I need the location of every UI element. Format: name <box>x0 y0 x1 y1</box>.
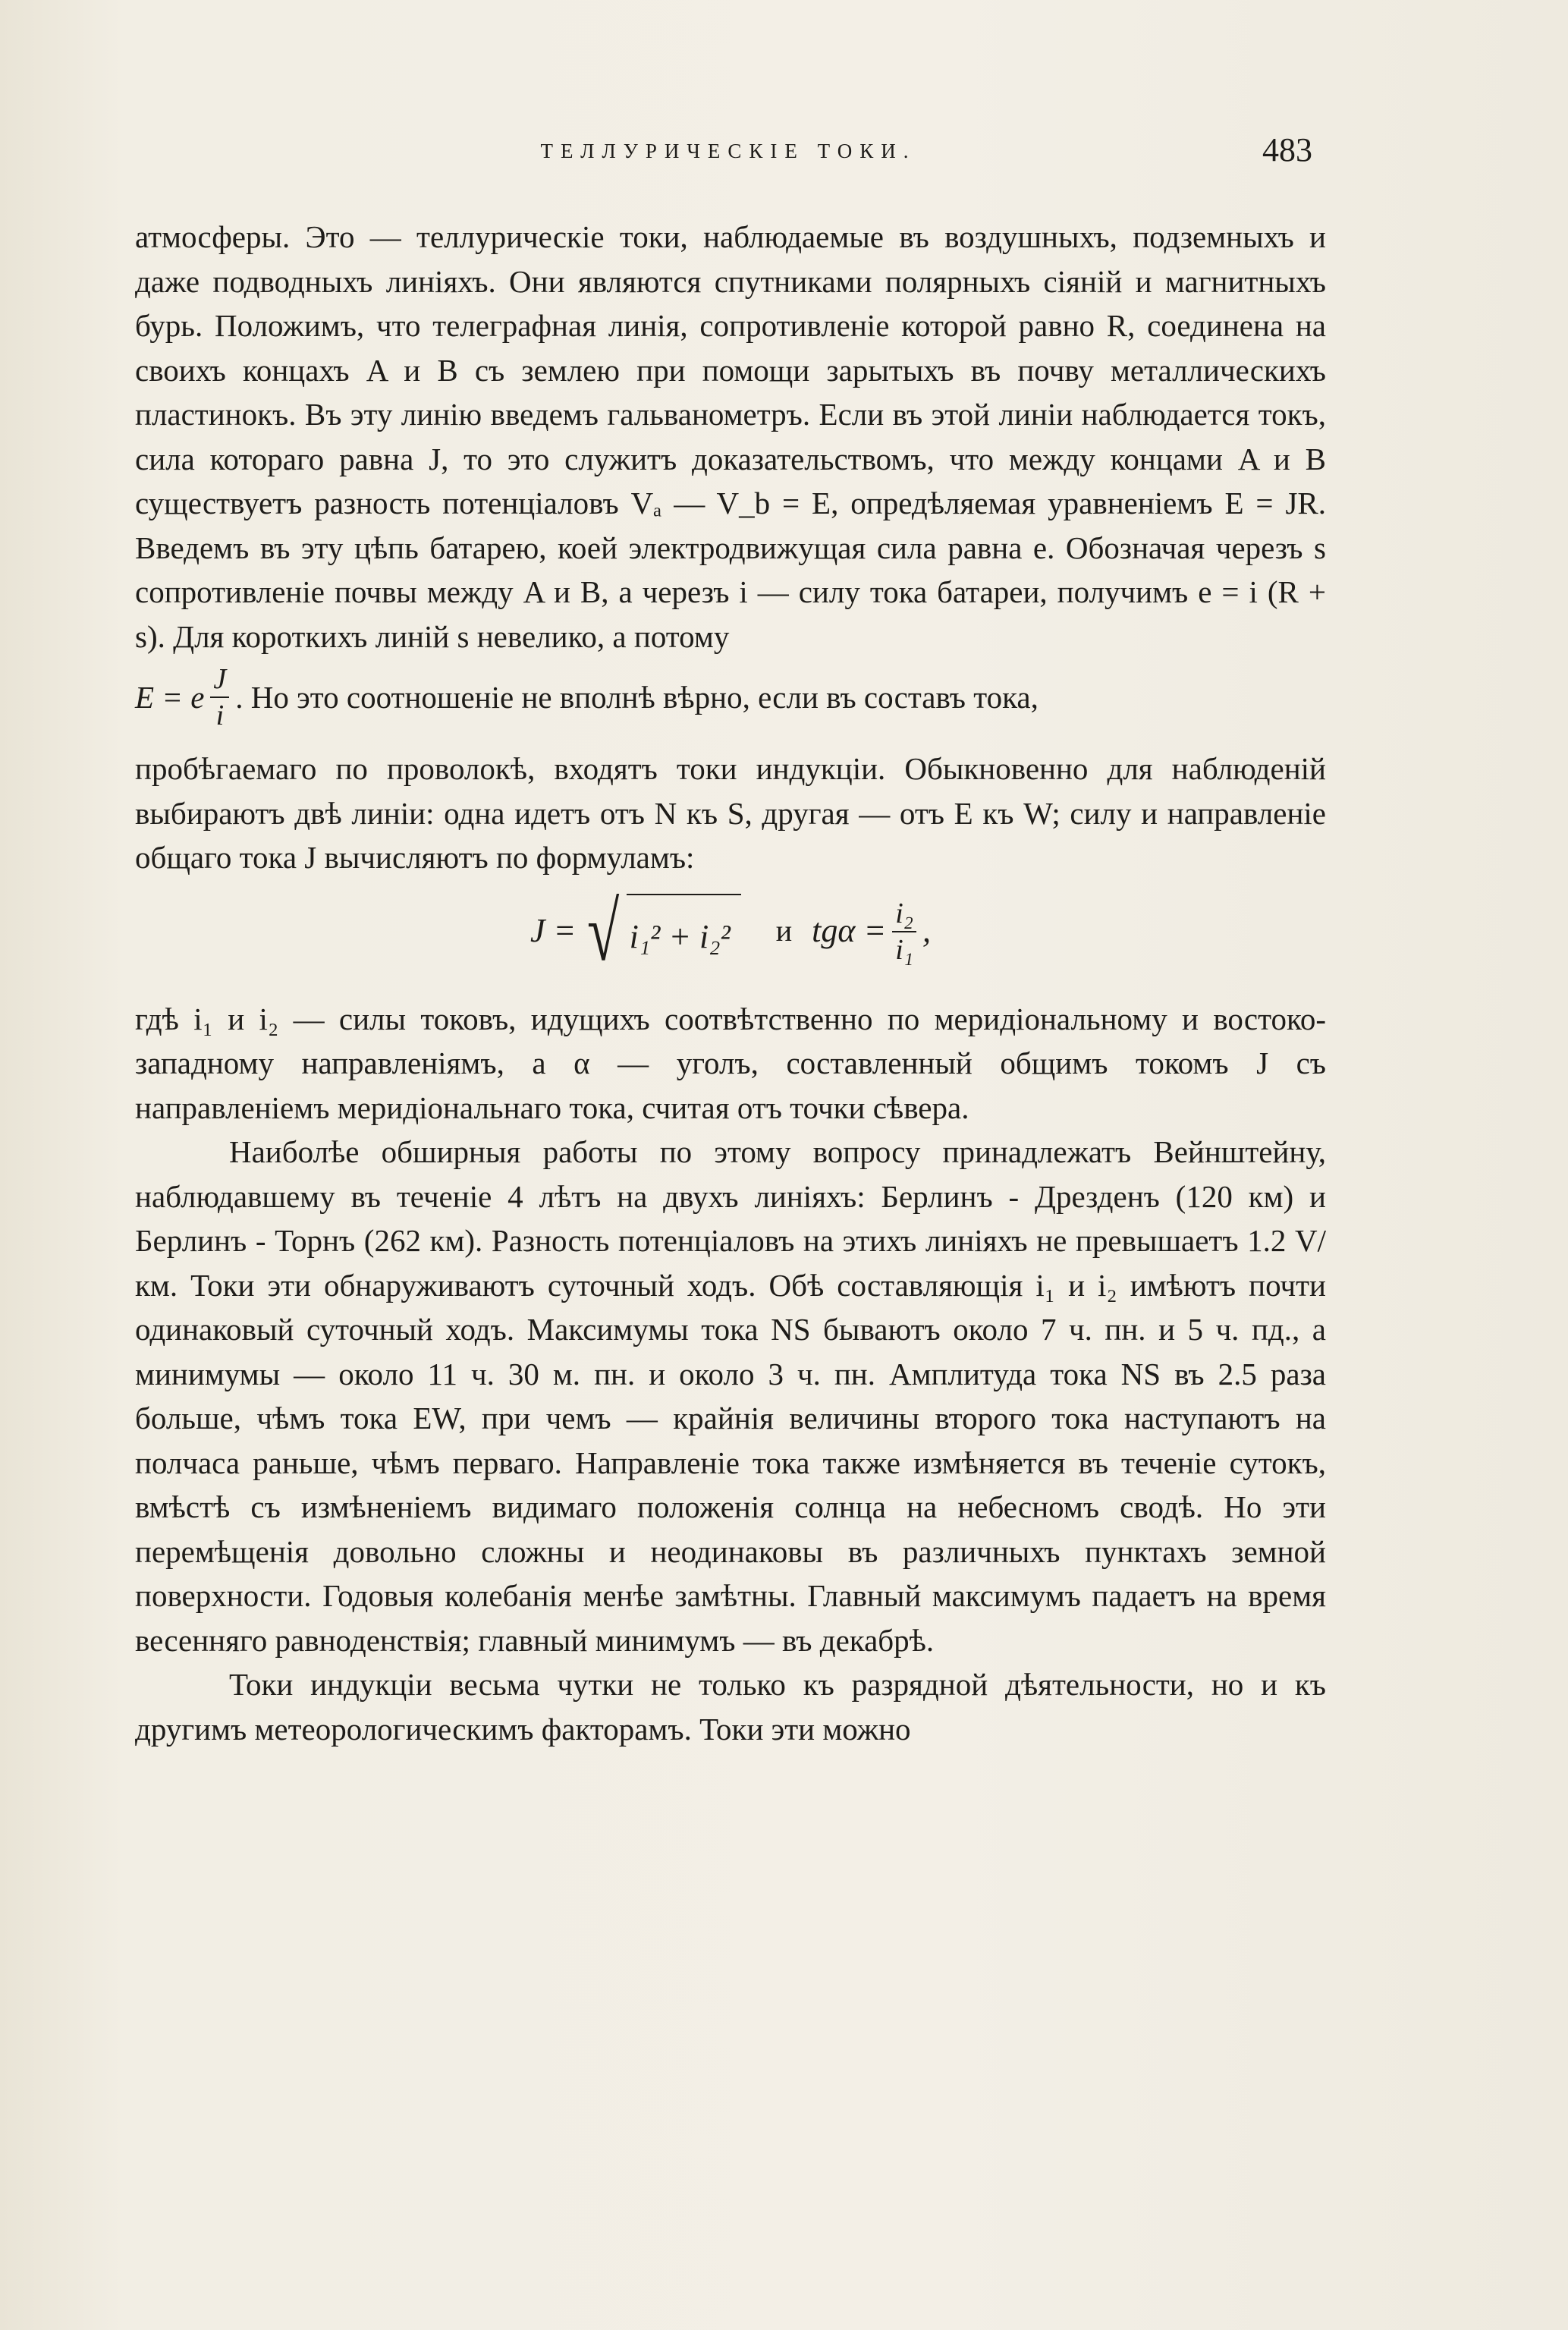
formula-lhs: J = <box>530 912 577 950</box>
running-title: ТЕЛЛУРИЧЕСКІЕ ТОКИ. <box>540 140 916 162</box>
formula-rhs: tgα = <box>812 912 887 950</box>
page-header <box>129 130 1328 176</box>
radicand: i₁² + i₂² <box>627 894 741 970</box>
paragraph-3: Наиболѣе обширныя работы по этому вопросу принадлежатъ Вейнштейну, наблюдавшему въ теченіе 4 лѣтъ на двухъ линіяхъ: Берлинъ - Дрезденъ (120 км) и Берлинъ - Торнъ (262 км). Разность потенціаловъ на этихъ линіяхъ не превышаетъ 1.2 V/км. Токи эти обнаруживаютъ суточный ходъ. Обѣ составляющія i₁ и i₂ имѣютъ почти одинаковый суточный ходъ. Максимумы тока NS бываютъ около 7 ч. пн. и 5 ч. пд., а минимумы — около 11 ч. 30 м. пн. и около 3 ч. пн. Амплитуда тока NS въ 2.5 раза больше, чѣмъ тока EW, при чемъ — крайнія величины второго тока наступаютъ на полчаса раньше, чѣмъ перваго. Направленіе тока также измѣняется въ теченіе сутокъ, вмѣстѣ съ измѣненіемъ видимаго положенія солнца на небесномъ сводѣ. Но эти перемѣщенія довольно сложны и неодинаковы въ различныхъ пунктахъ земной поверхности. Годовыя колебанія менѣе замѣтны. Главный максимумъ падаетъ на время весенняго равноденствія; главный минимумъ — въ декабрѣ. <box>135 1134 1326 1658</box>
paragraph-1-continued: пробѣгаемаго по проволокѣ, входятъ токи индукціи. Обыкновенно для наблюденій выбираютъ двѣ линіи: одна идетъ отъ N къ S, другая — отъ E къ W; силу и направленіе общаго тока J вычисляютъ по формуламъ: <box>135 751 1326 875</box>
inline-formula-lhs: E = e <box>135 679 205 715</box>
formula-fraction-numerator: i₂ <box>892 899 916 932</box>
fraction-numerator: J <box>210 665 229 698</box>
radical-sign-icon: √ <box>587 885 620 978</box>
square-root <box>580 885 741 978</box>
paragraph-1: атмосферы. Это — теллурическіе токи, наблюдаемые въ воздушныхъ, подземныхъ и даже подводныхъ линіяхъ. Они являются спутниками полярныхъ сіяній и магнитныхъ бурь. Положимъ, что телеграфная линія, сопротивленіе которой равно R, соединена на своихъ концахъ A и B съ землею при помощи зарытыхъ въ почву металлическихъ пластинокъ. Въ эту линію введемъ гальванометръ. Если въ этой линіи наблюдается токъ, сила котораго равна J, то это служитъ доказательствомъ, что между концами A и B существуетъ разность потенціаловъ Vₐ — V_b = E, опредѣляемая уравненіемъ E = JR. Введемъ въ эту цѣпь батарею, коей электродвижущая сила равна e. Обозначая черезъ s сопротивленіе почвы между A и B, а черезъ i — силу тока батареи, получимъ e = i (R + s). Для короткихъ линій s невелико, а потому <box>135 219 1326 654</box>
formula-fraction <box>892 899 916 964</box>
page-number: 483 <box>1262 131 1312 168</box>
formula-tail: , <box>922 912 931 950</box>
paragraph-4: Токи индукціи весьма чутки не только къ разрядной дѣятельности, но и къ другимъ метеорологическимъ факторамъ. Токи эти можно <box>135 1667 1326 1747</box>
formula-fraction-denominator: i₁ <box>895 933 913 966</box>
paragraph-2: гдѣ i₁ и i₂ — силы токовъ, идущихъ соотвѣтственно по меридіональному и востоко-западному направленіямъ, а α — уголъ, составленный общимъ токомъ J съ направленіемъ меридіональнаго тока, считая отъ точки сѣвера. <box>135 1001 1326 1125</box>
inline-formula-line <box>135 665 1326 730</box>
fraction-denominator: i <box>215 700 225 731</box>
inline-formula-fraction <box>210 665 229 730</box>
inline-formula-continuation: . Но это соотношеніе не вполнѣ вѣрно, если въ составъ тока, <box>235 679 1039 715</box>
formula-conjunction: и <box>775 913 793 948</box>
display-formula <box>135 885 1326 978</box>
body-text <box>135 215 1326 1751</box>
